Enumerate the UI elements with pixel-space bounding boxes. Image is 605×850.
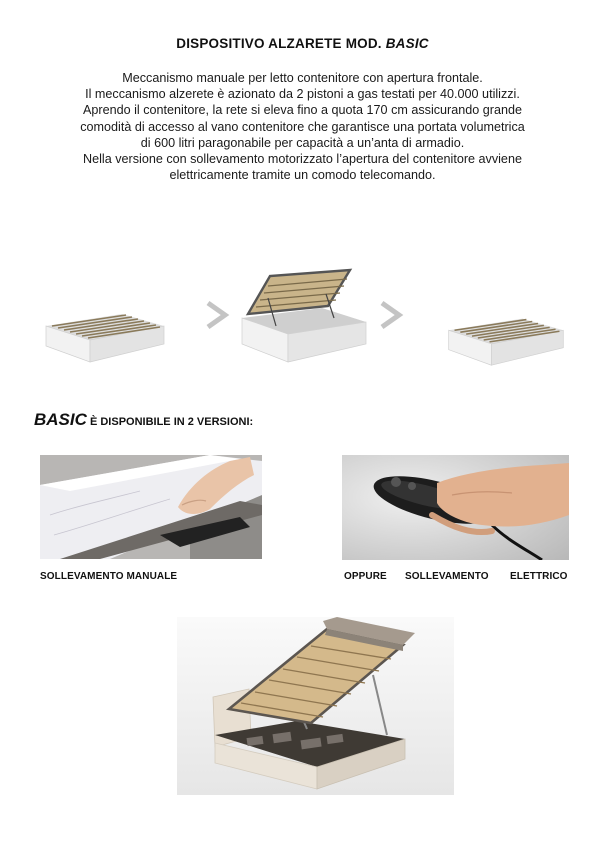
versions-heading (34, 410, 253, 430)
versions-text: È DISPONIBILE IN 2 VERSIONI: (86, 416, 254, 428)
open-bed-icon (236, 268, 372, 368)
description (20, 70, 585, 183)
description-line: elettricamente tramite un comodo telecomando. (169, 168, 436, 183)
description-line: di 600 litri paragonabile per capacità a un’anta di armadio. (140, 135, 465, 150)
closed-bed-icon (40, 300, 170, 370)
page-title (0, 36, 605, 51)
description-line: comodità di accesso al vano contenitore che garantisce una portata volumetrica (80, 119, 525, 134)
open-bed-photo (177, 617, 454, 795)
description-line: Meccanismo manuale per letto contenitore con apertura frontale. (122, 71, 483, 85)
electric-caption-2: ELETTRICO (510, 571, 568, 582)
electric-caption-1: SOLLEVAMENTO (405, 571, 489, 582)
closed-bed-icon (442, 305, 570, 373)
title-model: BASIC (385, 36, 429, 51)
description-line: Nella versione con sollevamento motorizzato l’apertura del contenitore avviene (83, 152, 522, 167)
or-label: OPPURE (344, 571, 387, 582)
electric-lift-photo (342, 455, 569, 560)
title-main: DISPOSITIVO ALZARETE MOD. (176, 36, 386, 51)
chevron-right-icon (203, 300, 231, 330)
description-line: Aprendo il contenitore, la rete si eleva fino a quota 170 cm assicurando grande (83, 103, 522, 118)
manual-caption: SOLLEVAMENTO MANUALE (40, 571, 178, 582)
manual-lift-photo (40, 455, 262, 559)
versions-model: BASIC (34, 410, 87, 429)
description-line: Il meccanismo alzerete è azionato da 2 pistoni a gas testati per 40.000 utilizzi. (85, 87, 520, 102)
chevron-right-icon (377, 300, 405, 330)
